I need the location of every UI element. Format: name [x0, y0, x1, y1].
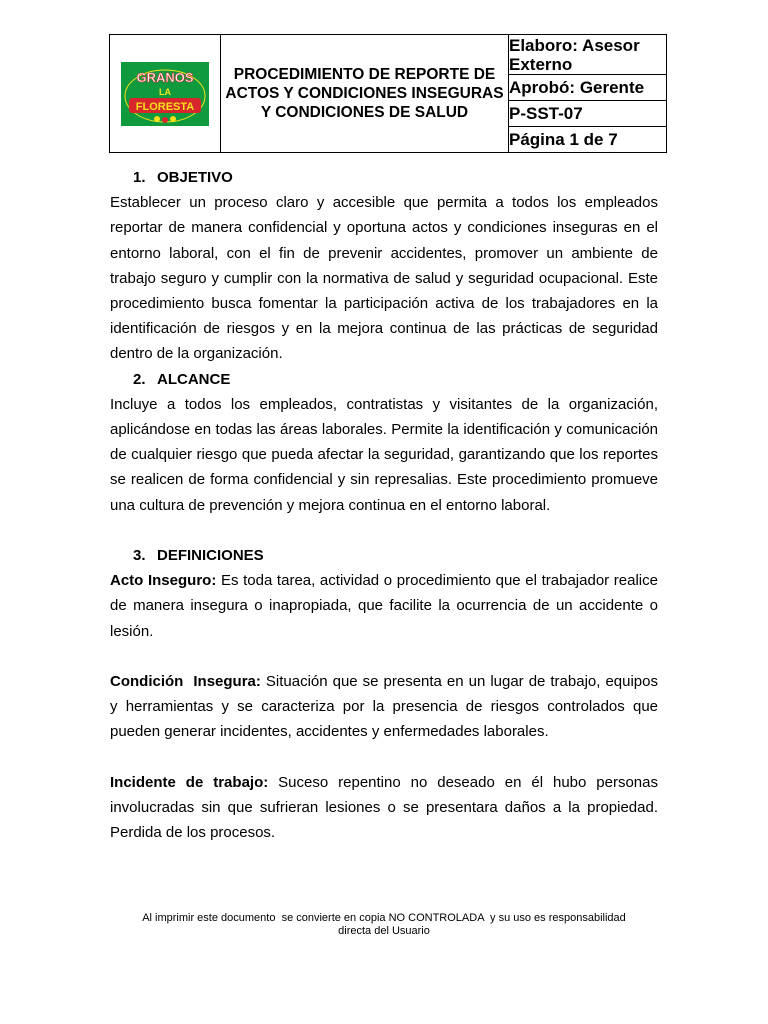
elaboro-field: Elaboro: Asesor Externo	[509, 35, 667, 75]
logo-cell	[110, 35, 221, 153]
section-heading-alcance: 2. ALCANCE	[133, 370, 231, 388]
page-number: Página 1 de 7	[509, 127, 667, 153]
section-heading-definiciones: 3. DEFINICIONES	[133, 547, 264, 565]
definition-acto-inseguro: Acto Inseguro: Es toda tarea, actividad o procedimiento que el trabajador realice de manera insegura o inapropiada, que facilite la ocurrencia de un accidente o lesión.	[110, 572, 658, 640]
logo-text-granos: GRANOS	[136, 69, 194, 85]
definition-term: Incidente de trabajo:	[110, 773, 269, 791]
aprobo-field: Aprobó: Gerente	[509, 75, 667, 101]
logo-text-floresta: FLORESTA	[135, 100, 195, 113]
definition-term: Condición Insegura:	[110, 673, 261, 691]
section-text-objetivo: Establecer un proceso claro y accesible que permita a todos los empleados reportar de manera confidencial y oportuna actos y condiciones inseguras en el entorno laboral, con el fin de prevenir accidentes, promover un ambiente de trabajo seguro y cumplir con la normativa de salud y seguridad ocupacional. Este procedimiento busca fomentar la participación activa de los trabajadores en la identificación de riesgos y en la mejora continua de las prácticas de seguridad dentro de la organización.	[110, 194, 658, 363]
footer-line-1: Al imprimir este documento se convierte en copia NO CONTROLADA y su uso es responsabilidad	[142, 912, 626, 924]
section-text-alcance: Incluye a todos los empleados, contratistas y visitantes de la organización, aplicándose en todas las áreas laborales. Permite la identificación y comunicación de cualquier riesgo que pueda afectar la seguridad, garantizando que los reportes se realicen de forma confidencial y sin represalias. Este procedimiento promueve una cultura de prevención y mejora continua en el entorno laboral.	[110, 395, 658, 514]
definition-incidente-trabajo: Incidente de trabajo: Suceso repentino no deseado en él hubo personas involucradas sin que sufrieran lesiones o se presentara daños a la propiedad. Perdida de los procesos.	[110, 773, 658, 842]
document-code: P-SST-07	[509, 101, 667, 127]
logo-text-la: LA	[159, 86, 171, 97]
page-footer	[110, 912, 658, 938]
definition-term: Acto Inseguro:	[110, 572, 217, 590]
definition-condicion-insegura: Condición Insegura: Situación que se presenta en un lugar de trabajo, equipos y herramientas y se caracteriza por la presencia de riesgos controlados que pueden generar incidentes, accidentes y enfermedades laborales.	[110, 673, 658, 741]
company-logo	[110, 62, 220, 126]
footer-line-2: directa del Usuario	[338, 925, 430, 937]
section-heading-objetivo: 1. OBJETIVO	[133, 169, 233, 186]
document-body	[110, 165, 658, 845]
document-header-table	[109, 34, 667, 153]
document-title: PROCEDIMIENTO DE REPORTE DE ACTOS Y CONDICIONES INSEGURAS Y CONDICIONES DE SALUD	[221, 35, 509, 153]
